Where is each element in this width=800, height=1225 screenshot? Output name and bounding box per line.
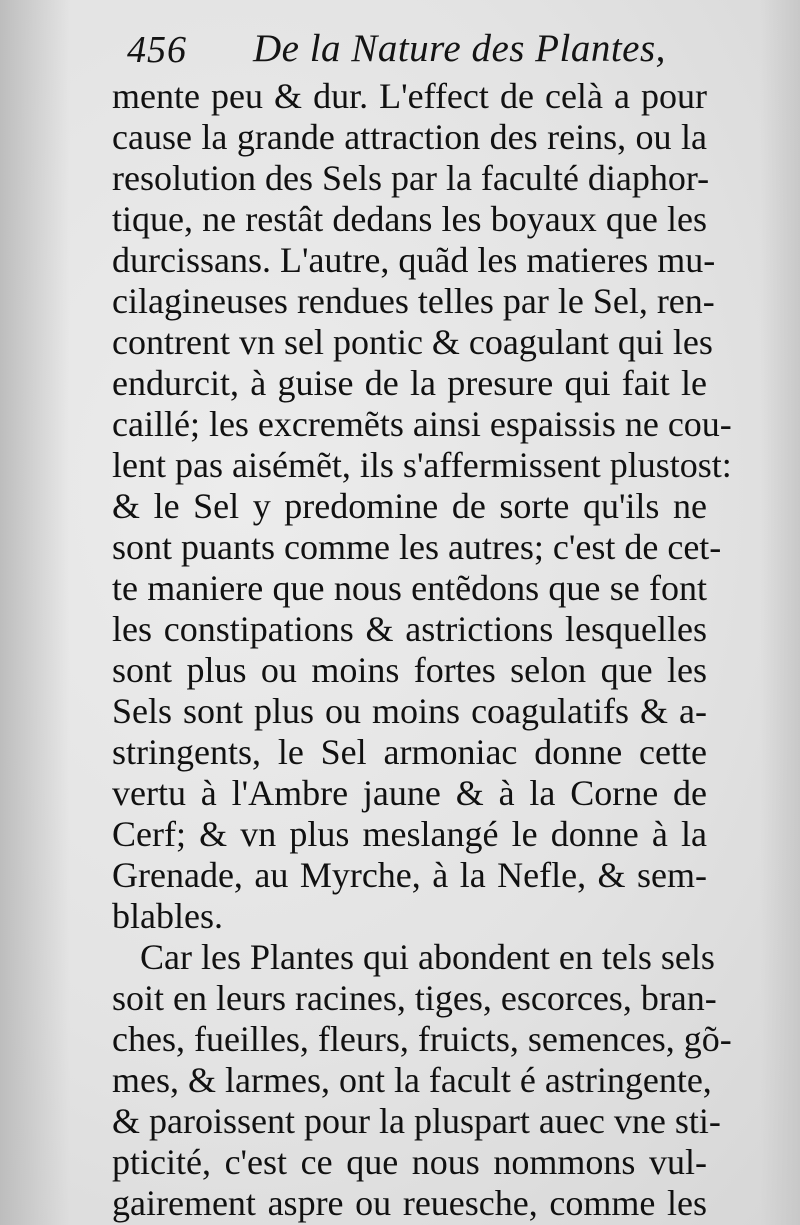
body-text xyxy=(112,76,732,1224)
text-line: gairement aspre ou reuesche, comme les xyxy=(112,1183,707,1223)
text-line: contrent vn sel pontic & coagulant qui les xyxy=(112,322,713,362)
text-line: vertu à l'Ambre jaune & à la Corne de xyxy=(112,773,707,813)
text-line: caillé; les excremẽts ainsi espaissis ne cou- xyxy=(112,404,732,444)
text-line: Sels sont plus ou moins coagulatifs & a- xyxy=(112,691,707,731)
page-header xyxy=(127,20,687,74)
text-line: soit en leurs racines, tiges, escorces, bran- xyxy=(112,978,717,1018)
text-line: & paroissent pour la pluspart auec vne sti- xyxy=(112,1101,721,1141)
text-line: endurcit, à guise de la presure qui fait le xyxy=(112,363,707,403)
text-line: les constipations & astrictions lesquelles xyxy=(112,609,707,649)
text-line: sont puants comme les autres; c'est de cet- xyxy=(112,527,722,567)
text-line: sont plus ou moins fortes selon que les xyxy=(112,650,707,690)
text-line: durcissans. L'autre, quãd les matieres mu- xyxy=(112,240,716,280)
text-line: Car les Plantes qui abondent en tels sels xyxy=(140,937,715,977)
text-line: & le Sel y predomine de sorte qu'ils ne xyxy=(112,486,707,526)
text-line: mes, & larmes, ont la facult é astringente, xyxy=(112,1060,712,1100)
text-line: cause la grande attraction des reins, ou la xyxy=(112,117,707,157)
paragraph-1 xyxy=(112,76,732,937)
paragraph-2 xyxy=(112,937,732,1224)
text-line: ches, fueilles, fleurs, fruicts, semences, gõ- xyxy=(112,1019,732,1059)
text-line: cilagineuses rendues telles par le Sel, ren- xyxy=(112,281,715,321)
running-head: De la Nature des Plantes, xyxy=(253,27,666,70)
text-line: resolution des Sels par la faculté diaphor- xyxy=(112,158,710,198)
page-number: 456 xyxy=(127,29,187,71)
text-line: pticité, c'est ce que nous nommons vul- xyxy=(112,1142,707,1182)
text-line: mente peu & dur. L'effect de celà a pour xyxy=(112,76,707,116)
text-line: Cerf; & vn plus meslangé le donne à la xyxy=(112,814,707,854)
text-line: stringents, le Sel armoniac donne cette xyxy=(112,732,707,772)
text-line: tique, ne restât dedans les boyaux que les xyxy=(112,199,707,239)
text-line: te maniere que nous entẽdons que se font xyxy=(112,568,707,608)
text-line: blables. xyxy=(112,896,223,936)
text-line: Grenade, au Myrche, à la Nefle, & sem- xyxy=(112,855,707,895)
text-line: lent pas aisémẽt, ils s'affermissent plustost: xyxy=(112,445,732,485)
